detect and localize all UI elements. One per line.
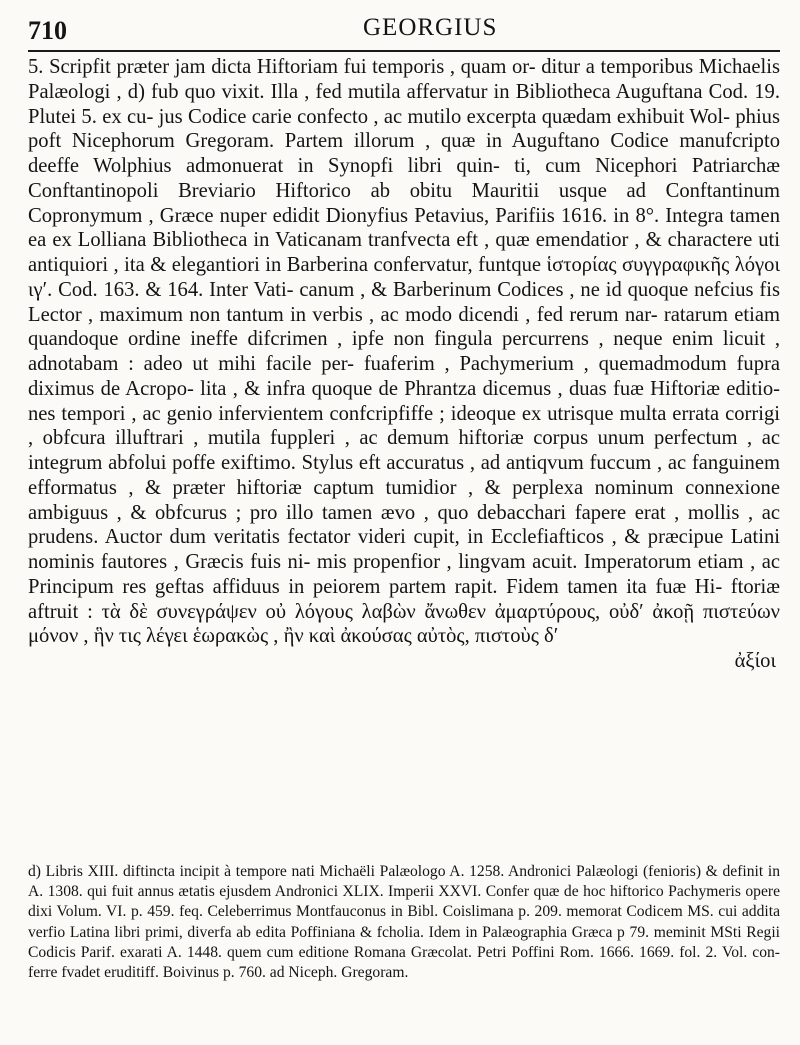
running-head: GEORGIUS — [363, 14, 498, 41]
main-text — [28, 55, 780, 674]
page-header — [28, 12, 780, 48]
page-number: 710 — [28, 16, 67, 45]
footnote — [28, 862, 780, 983]
footnote-text: d) Libris XIII. diftincta incipit à tempore nati Michaëli Palæologo A. 1258. Andronici Palæologi (fenioris) & definit in A. 1308. qui fuit annus ætatis ejusdem Andronici XLIX. Imperii XXVI. Confer quæ de hoc hiftorico Pachymeris opere dixi Volum. VI. p. 459. feq. Celeberrimus Montfauconus in Bibl. Coislimana p. 209. memorat Codicem MS. cui addita verfio Latina libri primi, diverfa ab edita Poffiniana & fcholia. Idem in Palæographia Græca p 79. meminit MSti Regii Codicis Parif. exarati A. 1448. quem cum editione Romana Græcolat. Petri Poffini Rom. 1666. 1669. fol. 2. Vol. con- ferre fvadet eruditiff. Boivinus p. 760. ad Niceph. Gregoram. — [28, 863, 780, 982]
main-paragraph: 5. Scripfit præter jam dicta Hiftoriam fui temporis , quam or- ditur a temporibus Michaelis Palæologi , d) fub quo vixit. Illa , fed mutila affervatur in Bibliotheca Auguftana Cod. 19. Plutei 5. ex cu- jus Codice carie confecto , ac mutilo excerpta quædam exhibuit Wol- phius poft Nicephorum Gregoram. Partem illorum , quæ in Auguftano Codice manufcripto deeffe Wolphius admonuerat in Synopfi libri quin- ti, cum Nicephori Patriarchæ Conftantinopoli Breviario Hiftorico ab obitu Mauritii usque ad Conftantinum Copronymum , Græce nuper edidit Dionyfius Petavius, Parifiis 1616. in 8°. Integra tamen ea ex Lolliana Bibliotheca in Vaticanam tranfvecta eft , quæ emendatior , & charactere uti antiquiori , ita & elegantiori in Barberina confervatur, funtque ἱστορίας συγγραφικῆς λόγοι ιγʹ. Cod. 163. & 164. Inter Vati- canum , & Barberinum Codices , ne id quoque nefcius fis Lector , maximum non tantum in verbis , ac modo dicendi , fed rerum nar- ratarum etiam quandoque ordine ineffe difcrimen , ipfe non fingula percurrens , neque enim licuit , adnotabam : adeo ut mihi facile per- fuaferim , Pachymerium , quemadmodum fupra diximus de Acropo- lita , & infra quoque de Phrantza dicemus , duas fuæ Hiftoriæ editio- nes tempori , ac genio infervientem confcripfiffe ; ideoque ex utrisque multa errata corrigi , obfcura illuftrari , mutila fuppleri , ac demum hiftoriæ corpus unum perfectum , ac integrum abfolui poffe exiftimo. Stylus eft accuratus , ad antiqvum fuccum , ac fanguinem efformatus , & præter hiftoriæ captum tumidior , & perplexa nominum connexione ambiguus , & obfcurus ; pro illo tamen ævo , quo debacchari fapere erat , mollis , ac prudens. Auctor dum veritatis fectator videri cupit, in Ecclefiafticos , & præcipue Latini nominis fautores , Græcis fuis ni- mis propenfior , lingvam acuit. Imperatorum etiam , ac Principum res geftas affiduus in peiorem partem rapit. Fidem tamen ita fuæ Hi- ftoriæ aftruit : τὰ δὲ συνεγράψεν οὐ λόγους λαβὼν ἄνωθεν ἀμαρτύρους, οὐδʹ ἀκοῇ πιστεύων μόνον , ἣν τις λέγει ἑωρακὼς , ἢν καὶ ἀκούσας αὐτὸς, πιστοὺς δʹ — [28, 56, 780, 648]
catchword: ἀξίοι — [734, 650, 776, 672]
header-rule — [28, 50, 780, 52]
